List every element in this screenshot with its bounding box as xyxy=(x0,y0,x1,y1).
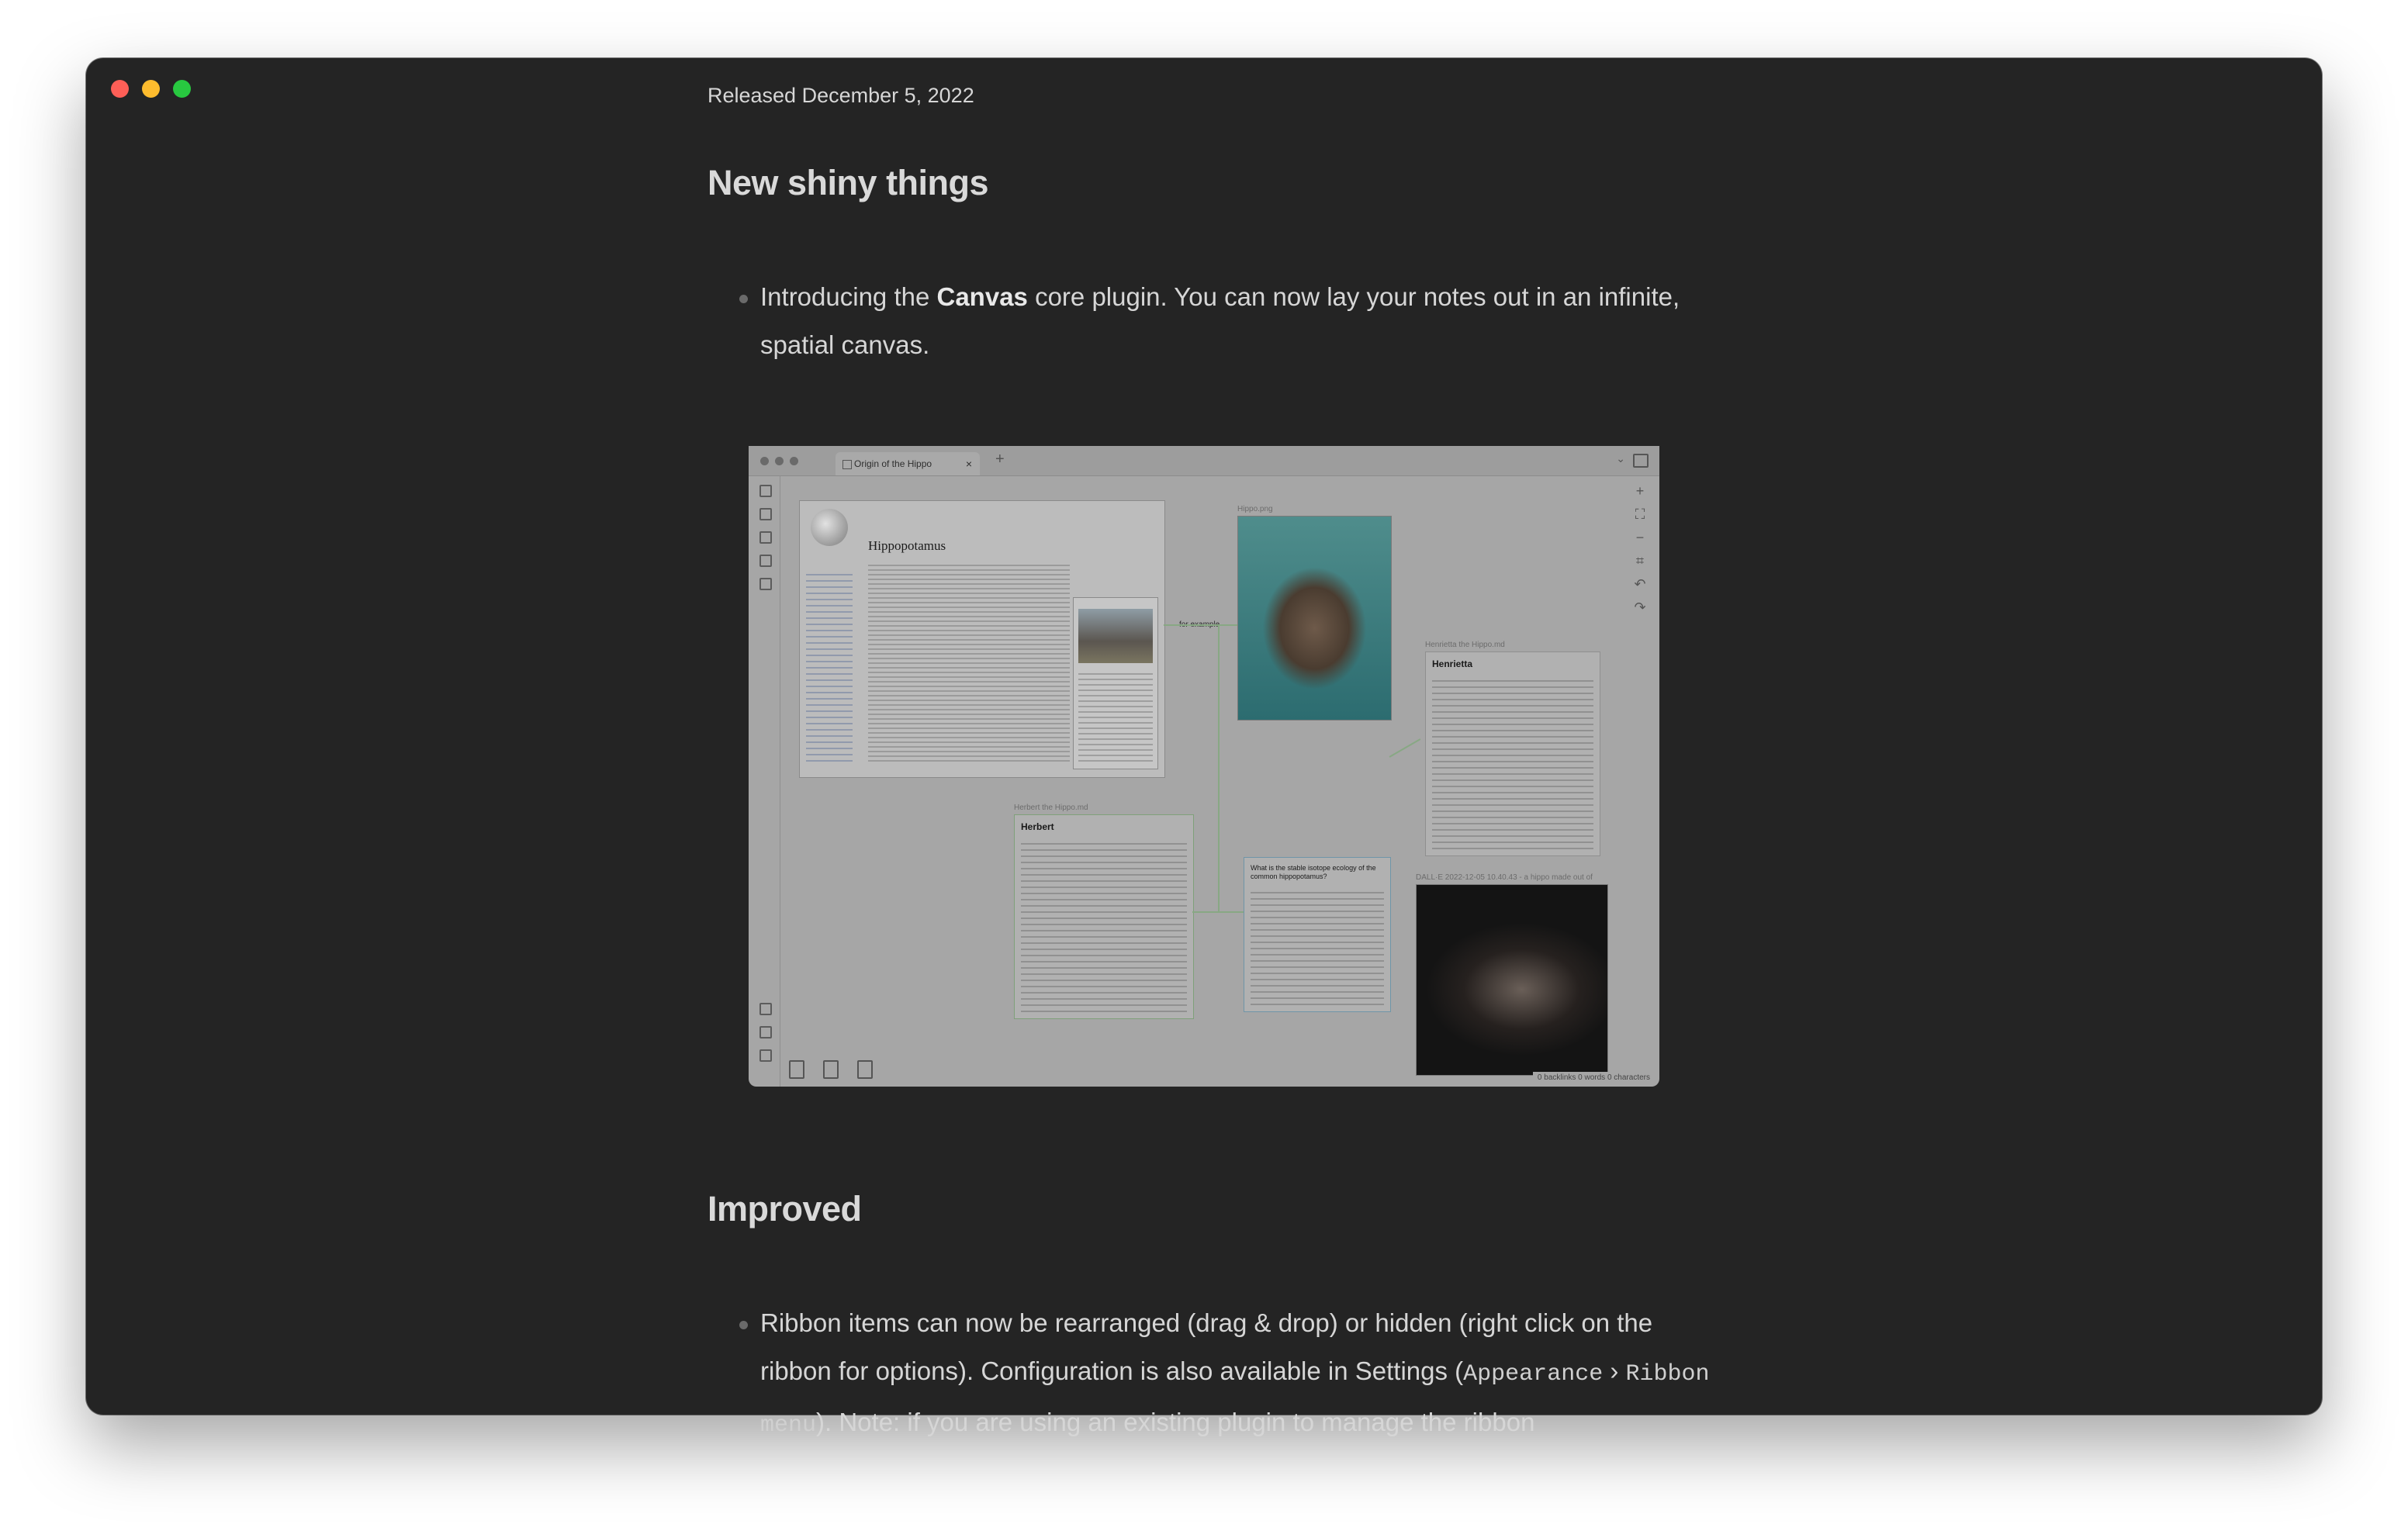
redo-icon: ↷ xyxy=(1634,600,1646,615)
undo-icon: ↶ xyxy=(1634,576,1646,592)
list-item-ribbon: Ribbon items can now be rearranged (drag & drop) or hidden (right click on the ribbon for options). Configuration is also available in Settings (Appearance › Ribbon menu). Note: if you are using an existing plugin to manage the ribbon xyxy=(760,1299,1722,1450)
section-heading-new: New shiny things xyxy=(708,163,989,202)
list-item-canvas: Introducing the Canvas core plugin. You can now lay your notes out in an infinite, spatial canvas. xyxy=(760,273,1722,369)
canvas-screenshot xyxy=(749,446,1659,1087)
canvas-zoom-controls xyxy=(1630,483,1650,638)
app-window xyxy=(86,58,2322,1439)
canvas-icon xyxy=(759,531,772,544)
wiki-body-lines xyxy=(868,562,1070,763)
status-bar: 0 backlinks 0 words 0 characters xyxy=(1533,1072,1655,1083)
sidebar-toggle-icon xyxy=(1633,454,1649,468)
close-icon: × xyxy=(965,458,972,470)
connector-line xyxy=(1164,624,1237,626)
infobox-image xyxy=(1078,609,1153,663)
wikipedia-logo xyxy=(811,509,848,546)
code-ribbon-menu: Ribbon menu xyxy=(760,1361,1710,1439)
calendar-icon xyxy=(759,555,772,567)
chevron-down-icon: ⌄ xyxy=(1616,452,1625,465)
canvas-icon xyxy=(842,460,852,469)
graph-icon xyxy=(759,508,772,520)
vault-icon xyxy=(759,1003,772,1015)
screenshot-window-dots xyxy=(760,457,798,465)
add-card-icon xyxy=(857,1060,873,1079)
section-heading-improved: Improved xyxy=(708,1189,862,1229)
henrietta-note-card: Henrietta xyxy=(1425,651,1600,856)
wiki-title: Hippopotamus xyxy=(868,538,946,553)
close-window-button[interactable] xyxy=(111,80,129,98)
wiki-infobox xyxy=(1073,597,1158,769)
zoom-in-icon: + xyxy=(1635,483,1645,499)
add-media-icon xyxy=(823,1060,839,1079)
gear-icon xyxy=(759,1049,772,1062)
file-icon xyxy=(759,485,772,497)
connector-line xyxy=(1389,738,1421,758)
maximize-window-button[interactable] xyxy=(173,80,191,98)
help-icon xyxy=(759,1026,772,1039)
wiki-sidebar-lines xyxy=(806,569,853,763)
connector-line xyxy=(1218,626,1220,913)
question-note-card: What is the stable isotope ecology of the common hippopotamus? xyxy=(1244,857,1391,1012)
dalle-file-label: DALL·E 2022-12-05 10.40.43 - a hippo made out of xyxy=(1416,873,1593,882)
window-controls xyxy=(111,80,191,98)
glass-hippo-image xyxy=(1416,884,1608,1076)
add-note-icon xyxy=(789,1060,804,1079)
canvas-bold: Canvas xyxy=(936,282,1028,311)
hippo-photo xyxy=(1237,516,1392,721)
zoom-out-icon: − xyxy=(1635,530,1645,545)
copy-icon xyxy=(759,578,772,590)
minimize-window-button[interactable] xyxy=(142,80,160,98)
wikipedia-card xyxy=(799,500,1165,778)
screenshot-bottom-toolbar xyxy=(789,1060,873,1079)
herbert-note-card: Herbert xyxy=(1014,814,1194,1019)
image-file-label: Hippo.png xyxy=(1237,505,1273,513)
herbert-file-label: Herbert the Hippo.md xyxy=(1014,804,1088,812)
henrietta-file-label: Henrietta the Hippo.md xyxy=(1425,641,1505,649)
infobox-lines xyxy=(1078,669,1153,764)
screenshot-tabbar xyxy=(749,446,1659,476)
connector-line xyxy=(1192,911,1244,913)
fit-icon: ⛶ xyxy=(1635,506,1645,522)
release-date: Released December 5, 2022 xyxy=(708,84,974,107)
screenshot-ribbon xyxy=(749,475,780,1087)
screenshot-tab: Origin of the Hippo × xyxy=(836,452,980,475)
plus-icon: + xyxy=(995,451,1005,468)
grid-icon: ⌗ xyxy=(1635,553,1645,569)
code-appearance: Appearance xyxy=(1463,1361,1604,1388)
